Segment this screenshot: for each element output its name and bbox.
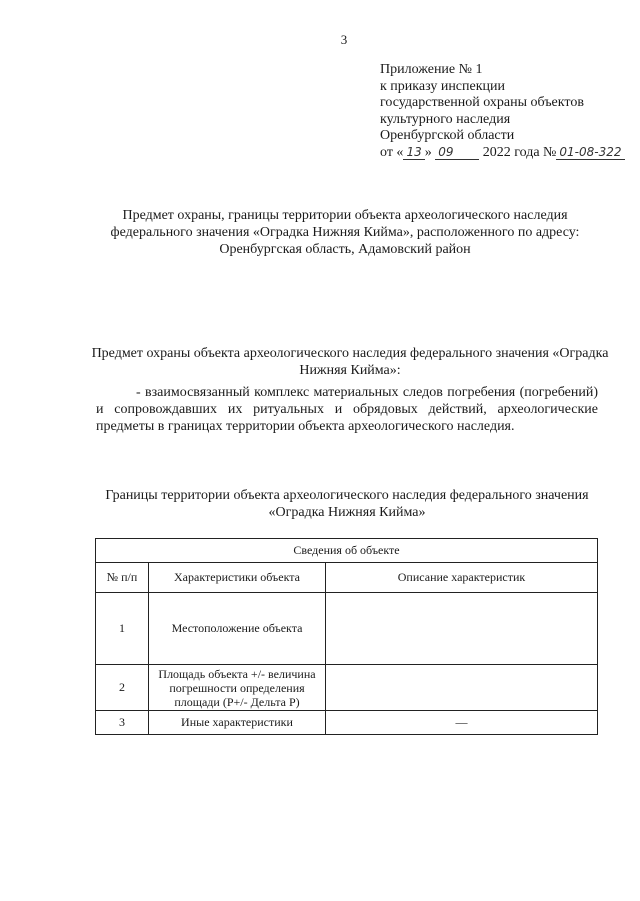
date-mid: » xyxy=(424,144,432,160)
row-characteristic: Площадь объекта +/- величина погрешности определения площади (Р+/- Дельта Р) xyxy=(149,665,326,711)
table-header-desc: Описание характеристик xyxy=(326,563,598,593)
row-description xyxy=(326,593,598,665)
appendix-date-line xyxy=(380,145,625,162)
table-caption: Сведения об объекте xyxy=(96,539,598,563)
row-characteristic: Иные характеристики xyxy=(149,711,326,735)
section-heading-boundaries: Границы территории объекта археологического наследия федерального значения «Оградка Нижняя Кийма» xyxy=(105,488,589,520)
table-row xyxy=(96,711,598,735)
date-year: 2022 года № xyxy=(482,144,557,160)
section-heading-protection: Предмет охраны объекта археологического наследия федерального значения «Оградка Нижняя Кийма»: xyxy=(91,346,609,378)
appendix-line: к приказу инспекции xyxy=(380,78,506,94)
row-num: 3 xyxy=(96,711,149,735)
appendix-line: государственной охраны объектов xyxy=(380,95,584,110)
row-num: 1 xyxy=(96,593,149,665)
appendix-header xyxy=(380,62,625,161)
row-characteristic: Местоположение объекта xyxy=(149,593,326,665)
table-row xyxy=(96,665,598,711)
appendix-line: Приложение № 1 xyxy=(380,62,483,77)
document-title: Предмет охраны, границы территории объекта археологического наследия федерального значения «Оградка Нижняя Кийма», расположенного по адресу: Оренбургская область, Адамовский район xyxy=(110,208,580,257)
date-month-handwritten: 09 xyxy=(435,145,479,160)
date-prefix: от « xyxy=(380,144,404,160)
appendix-line: культурного наследия xyxy=(380,111,511,127)
object-info-table xyxy=(95,538,598,735)
row-description xyxy=(326,665,598,711)
order-number-handwritten: 01-08-322 xyxy=(556,145,624,160)
row-num: 2 xyxy=(96,665,149,711)
protection-paragraph-text: - взаимосвязанный комплекс материальных следов погребения (погребений) и сопровождавших их ритуальных и обрядовых действий, археологические предметы в границах территории объекта археологического наследия. xyxy=(96,385,598,434)
row-description: — xyxy=(326,711,598,735)
table-header-num: № п/п xyxy=(96,563,149,593)
page-number: 3 xyxy=(340,32,348,47)
table-header-char: Характеристики объекта xyxy=(149,563,326,593)
table-row xyxy=(96,593,598,665)
appendix-line: Оренбургской области xyxy=(380,128,515,143)
protection-paragraph xyxy=(96,384,598,435)
date-day-handwritten: 13 xyxy=(403,145,424,160)
